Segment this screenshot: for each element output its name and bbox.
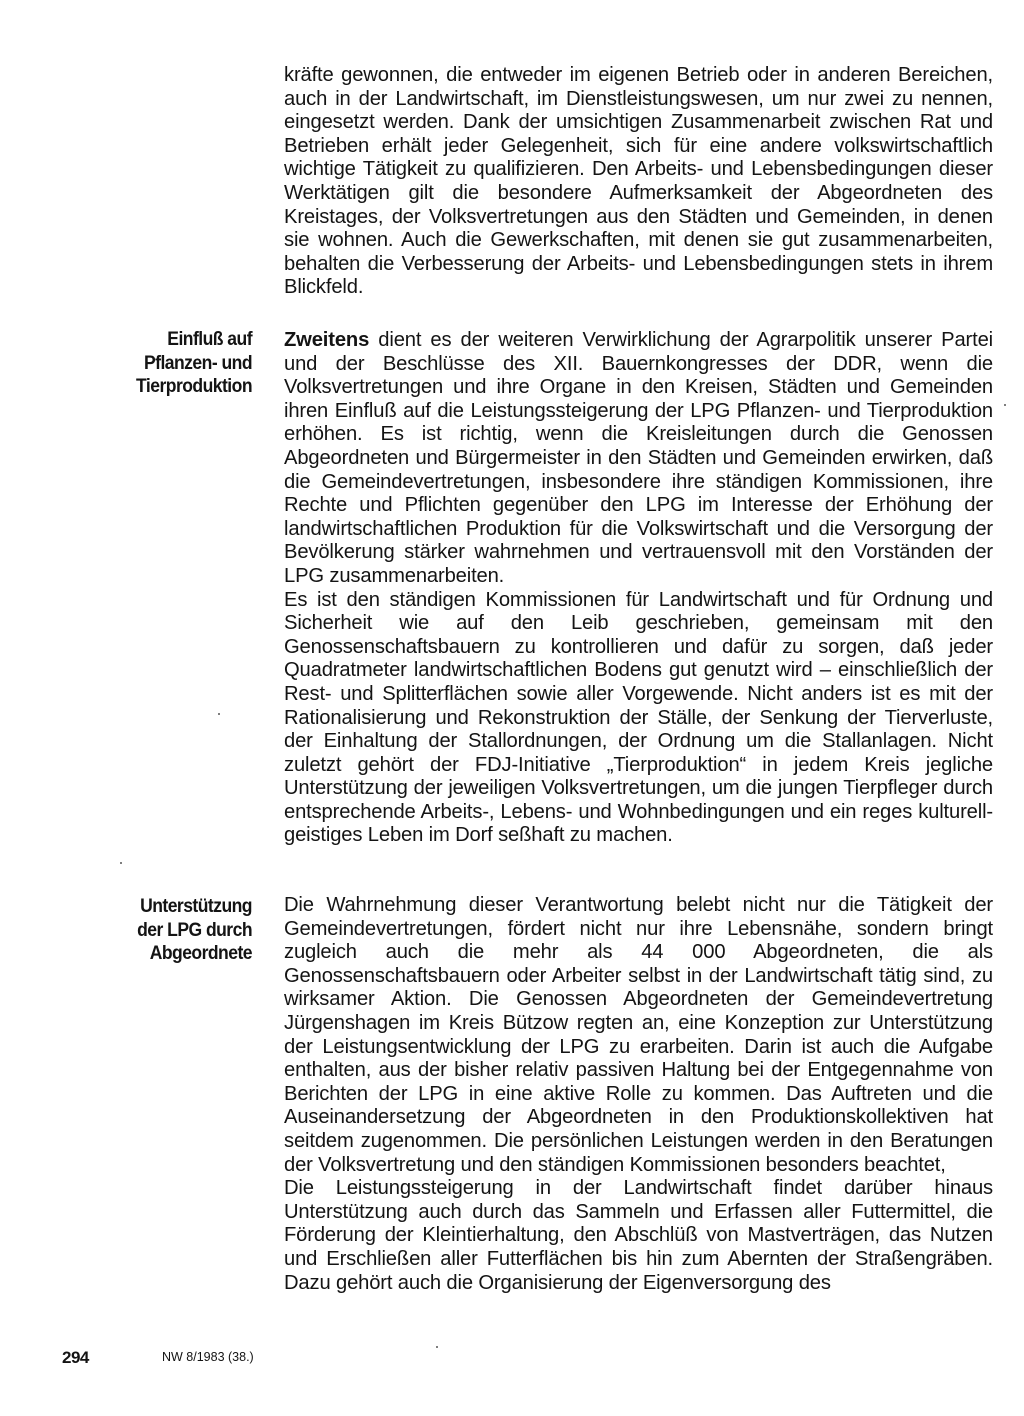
scan-speck [1004,404,1006,406]
margin-note-einfluss [106,328,252,399]
paragraph-text: dient es der weiteren Verwirklichung der Agrarpolitik unserer Partei und der Beschlüsse des XII. Bauernkongresses der DDR, wenn die Volksvertretungen und ihre Organe in den Kreisen, Städten und Gemeinden ihren Einfluß auf die Leistungssteigerung der LPG Pflanzen- und Tierproduktion erhöhen. Es ist richtig, wenn die Kreisleitungen durch die Genossen Abgeordneten und Bürgermeister in den Städten und Gemeinden erwirken, daß die Gemeindevertretungen, insbesondere ihre ständigen Kommissionen, ihre Rechte und Pflichten gegenüber den LPG im Interesse der Erhöhung der landwirtschaftlichen Produktion für die Volkswirtschaft und die Versorgung der Bevölkerung stärker wahrnehmen und vertrauensvoll mit den Vorständen der LPG zusammenarbeiten. [284,329,993,587]
lead-word: Zweitens [284,329,370,351]
text-block-continuation [284,64,993,300]
paragraph: kräfte gewonnen, die entweder im eigenen Betrieb oder in anderen Bereichen, auch in der Landwirtschaft, im Dienstleistungswesen, um nur zwei zu nennen, eingesetzt werden. Dank der umsichtigen Zusammenarbeit zwischen Rat und Betrieben erhält jeder Gelegenheit, sich für eine andere volkswirtschaftlich wichtige Tätigkeit zu qualifizieren. Den Arbeits- und Lebensbedingungen dieser Werktätigen gilt die besondere Aufmerksamkeit der Abgeordneten des Kreistages, der Volksvertretungen aus den Städten und Gemeinden, in denen sie wohnen. Auch die Gewerkschaften, mit denen sie gut zusammenarbeiten, behalten die Verbesserung der Arbeits- und Lebensbedingungen stets in ihrem Blickfeld. [284,64,993,299]
margin-note-line: Pflanzen- und [143,351,252,374]
margin-note-unterstuetzung [106,895,252,966]
page-footer [62,1348,362,1368]
page-number: 294 [62,1348,89,1367]
scan-speck [218,713,220,715]
margin-note-line: Unterstützung [140,895,252,917]
margin-note-line: der LPG durch [137,918,252,941]
paragraph: Es ist den ständigen Kommissionen für Landwirtschaft und für Ordnung und Sicherheit wie auf den Leib geschrieben, gemeinsam mit den Genossenschaftsbauern zu kontrollieren und dafür zu sorgen, daß jeder Quadratmeter landwirtschaftlichen Bodens gut genutzt wird – einschließlich der Rest- und Splitterflächen sowie aller Vorgewende. Nicht anders ist es mit der Rationalisierung und Rekonstruktion der Ställe, der Senkung der Tierverluste, der Einhaltung der Stallordnungen, der Ordnung um die Stallanlagen. Nicht zuletzt gehört der FDJ-Initiative „Tierproduktion“ in jedem Kreis jegliche Unterstützung der jeweiligen Volksvertretungen, um die jungen Tierpfleger durch entsprechende Arbeits-, Lebens- und Wohnbedingungen und ein reges kulturell-geistiges Leben im Dorf seßhaft zu machen. [284,588,993,847]
margin-note-line: Abgeordnete [149,942,252,965]
issue-reference: NW 8/1983 (38.) [162,1350,254,1364]
paragraph: Die Leistungssteigerung in der Landwirtschaft findet darüber hinaus Unterstützung auch durch das Sammeln und Erfassen aller Futtermittel, die Förderung der Kleintierhaltung, den Abschlüß von Mastverträgen, das Nutzen und Erschließen aller Futterflächen bis hin zum Abernten der Straßengräben. Dazu gehört auch die Organisierung der Eigenversorgung des [284,1177,993,1294]
scan-speck [120,862,122,864]
text-block-wahrnehmung [284,894,993,1295]
paragraph: Die Wahrnehmung dieser Verantwortung belebt nicht nur die Tätigkeit der Gemeindevertretungen, fördert nicht nur ihre Lebensnähe, sondern bringt zugleich auch die mehr als 44 000 Abgeordneten, die als Genossenschaftsbauern oder Arbeiter selbst in der Landwirtschaft tätig sind, zu wirksamer Aktion. Die Genossen Abgeordneten der Gemeindevertretung Jürgenshagen im Kreis Bützow regten an, eine Konzeption zur Unterstützung der Leistungsentwicklung der LPG zu erarbeiten. Darin ist auch die Aufgabe enthalten, aus der bisher relativ passiven Haltung bei der Entgegennahme von Berichten der LPG in eine aktive Rolle zu kommen. Das Auftreten und die Auseinandersetzung der Abgeordneten in den Produktionskollektiven hat seitdem zugenommen. Die persönlichen Leistungen werden in den Beratungen der Volksvertretung und den ständigen Kommissionen besonders beachtet, [284,894,993,1176]
margin-note-line: Tierproduktion [136,375,252,398]
text-block-zweitens [284,329,993,848]
margin-note-line: Einfluß auf [167,328,252,350]
scan-speck [436,1346,438,1348]
paragraph [284,329,993,589]
